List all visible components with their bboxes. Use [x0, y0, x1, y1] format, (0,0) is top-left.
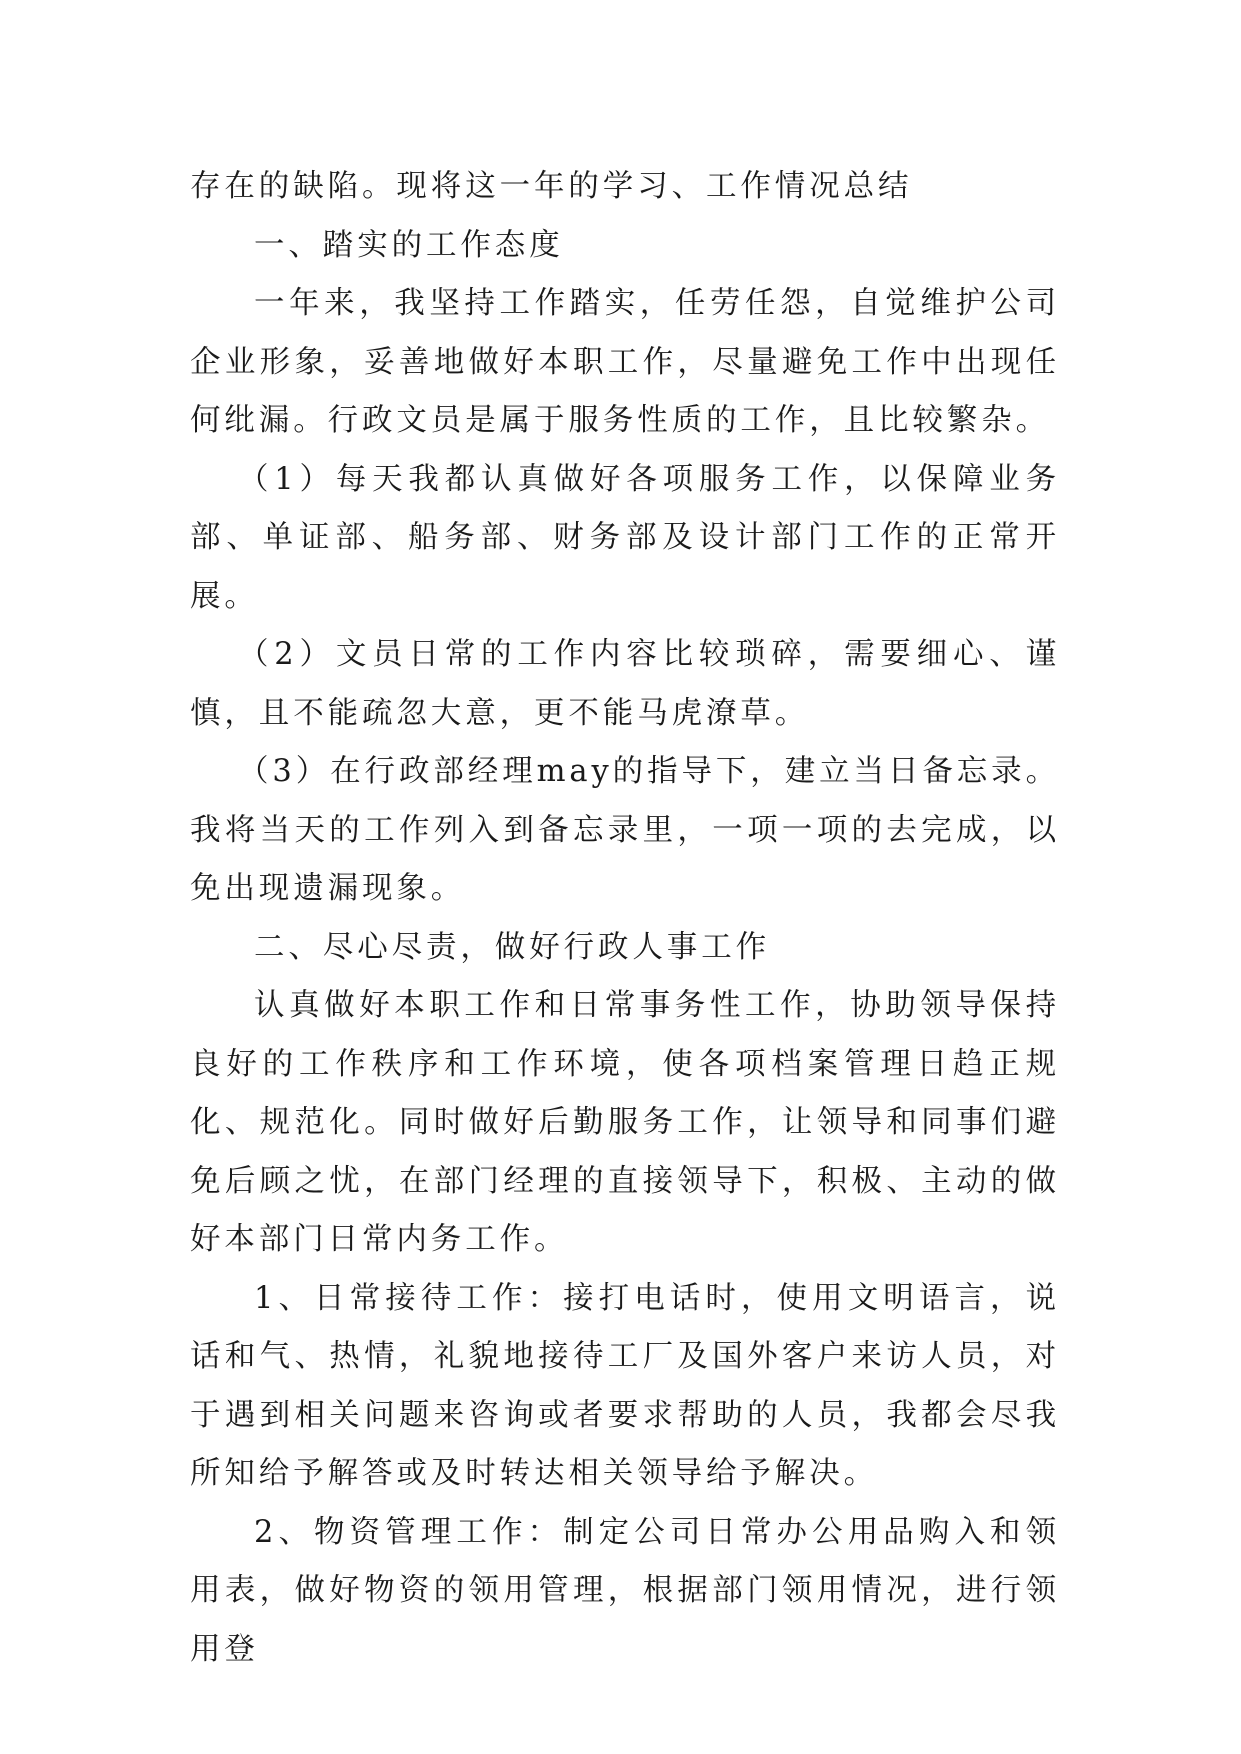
- paragraph-daily-duties: 认真做好本职工作和日常事务性工作，协助领导保持良好的工作秩序和工作环境，使各项档案管理日趋正规化、规范化。同时做好后勤服务工作，让领导和同事们避免后顾之忧，在部门经理的直接领导下，积极、主动的做好本部门日常内务工作。: [190, 988, 1060, 1257]
- paragraph-work-attitude: 一年来，我坚持工作踏实，任劳任怨，自觉维护公司企业形象，妥善地做好本职工作，尽量避免工作中出现任何纰漏。行政文员是属于服务性质的工作，且比较繁杂。: [190, 286, 1060, 438]
- section-heading-work-attitude: 一、踏实的工作态度: [254, 227, 564, 263]
- paragraph-reception-work: 1、日常接待工作：接打电话时，使用文明语言，说话和气、热情，礼貌地接待工厂及国外客户来访人员，对于遇到相关问题来咨询或者要求帮助的人员，我都会尽我所知给予解答或及时转达相关领导给予解决。: [190, 1280, 1060, 1491]
- section-heading-admin-hr: 二、尽心尽责，做好行政人事工作: [254, 929, 770, 965]
- paragraph-item-3: （3）在行政部经理may的指导下，建立当日备忘录。我将当天的工作列入到备忘录里，一项一项的去完成，以免出现遗漏现象。: [190, 754, 1060, 906]
- document-body: [190, 158, 1060, 1679]
- paragraph-item-1: （1）每天我都认真做好各项服务工作，以保障业务部、单证部、船务部、财务部及设计部门工作的正常开展。: [190, 461, 1060, 614]
- paragraph-intro-tail: 存在的缺陷。现将这一年的学习、工作情况总结: [190, 169, 913, 204]
- paragraph-item-2: （2）文员日常的工作内容比较琐碎，需要细心、谨慎，且不能疏忽大意，更不能马虎潦草。: [190, 637, 1060, 731]
- paragraph-materials-management: 2、物资管理工作：制定公司日常办公用品购入和领用表，做好物资的领用管理，根据部门领用情况，进行领用登: [190, 1514, 1060, 1667]
